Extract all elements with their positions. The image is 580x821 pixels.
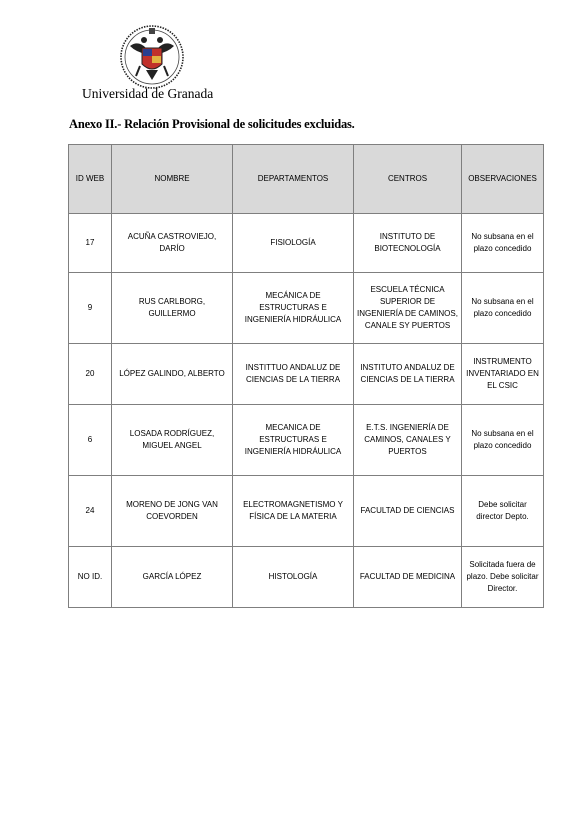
cell-centro: INSTITUTO DE BIOTECNOLOGÍA <box>354 214 462 273</box>
cell-nombre: MORENO DE JONG VAN COEVORDEN <box>112 476 233 547</box>
table-row <box>69 273 544 344</box>
cell-departamento: FISIOLOGÍA <box>233 214 354 273</box>
cell-departamento: MECANICA DE ESTRUCTURAS E INGENIERÍA HIDRÁULICA <box>233 405 354 476</box>
cell-departamento: MECÁNICA DE ESTRUCTURAS E INGENIERÍA HIDRÁULICA <box>233 273 354 344</box>
cell-centro: FACULTAD DE MEDICINA <box>354 547 462 608</box>
column-header-nombre: NOMBRE <box>112 145 233 214</box>
cell-observaciones: Solicitada fuera de plazo. Debe solicitar Director. <box>462 547 544 608</box>
cell-departamento: ELECTROMAGNETISMO Y FÍSICA DE LA MATERIA <box>233 476 354 547</box>
cell-id: 17 <box>69 214 112 273</box>
column-header-centros: CENTROS <box>354 145 462 214</box>
cell-nombre: GARCÍA LÓPEZ <box>112 547 233 608</box>
table-row <box>69 405 544 476</box>
table-row <box>69 214 544 273</box>
university-coat-of-arms-icon <box>118 24 186 90</box>
table-header-row <box>69 145 544 214</box>
cell-nombre: ACUÑA CASTROVIEJO, DARÍO <box>112 214 233 273</box>
cell-centro: INSTITUTO ANDALUZ DE CIENCIAS DE LA TIERRA <box>354 344 462 405</box>
cell-departamento: INSTITTUO ANDALUZ DE CIENCIAS DE LA TIERRA <box>233 344 354 405</box>
column-header-id: ID WEB <box>69 145 112 214</box>
cell-observaciones: Debe solicitar director Depto. <box>462 476 544 547</box>
cell-observaciones: INSTRUMENTO INVENTARIADO EN EL CSIC <box>462 344 544 405</box>
cell-centro: E.T.S. INGENIERÍA DE CAMINOS, CANALES Y PUERTOS <box>354 405 462 476</box>
cell-id: 9 <box>69 273 112 344</box>
table-row <box>69 476 544 547</box>
column-header-observaciones: OBSERVACIONES <box>462 145 544 214</box>
university-name: Universidad de Granada <box>82 86 214 101</box>
table-row <box>69 344 544 405</box>
excluded-applications-table <box>68 144 544 608</box>
cell-observaciones: No subsana en el plazo concedido <box>462 405 544 476</box>
cell-id: 20 <box>69 344 112 405</box>
cell-observaciones: No subsana en el plazo concedido <box>462 214 544 273</box>
cell-nombre: LÓPEZ GALINDO, ALBERTO <box>112 344 233 405</box>
cell-centro: FACULTAD DE CIENCIAS <box>354 476 462 547</box>
cell-departamento: HISTOLOGÍA <box>233 547 354 608</box>
table-row <box>69 547 544 608</box>
cell-id: 24 <box>69 476 112 547</box>
annex-title: Anexo II.- Relación Provisional de solicitudes excluidas. <box>69 117 355 131</box>
cell-nombre: LOSADA RODRÍGUEZ, MIGUEL ANGEL <box>112 405 233 476</box>
cell-id: 6 <box>69 405 112 476</box>
column-header-departamentos: DEPARTAMENTOS <box>233 145 354 214</box>
cell-centro: ESCUELA TÉCNICA SUPERIOR DE INGENIERÍA DE CAMINOS, CANALE SY PUERTOS <box>354 273 462 344</box>
cell-nombre: RUS CARLBORG, GUILLERMO <box>112 273 233 344</box>
cell-observaciones: No subsana en el plazo concedido <box>462 273 544 344</box>
cell-id: NO ID. <box>69 547 112 608</box>
